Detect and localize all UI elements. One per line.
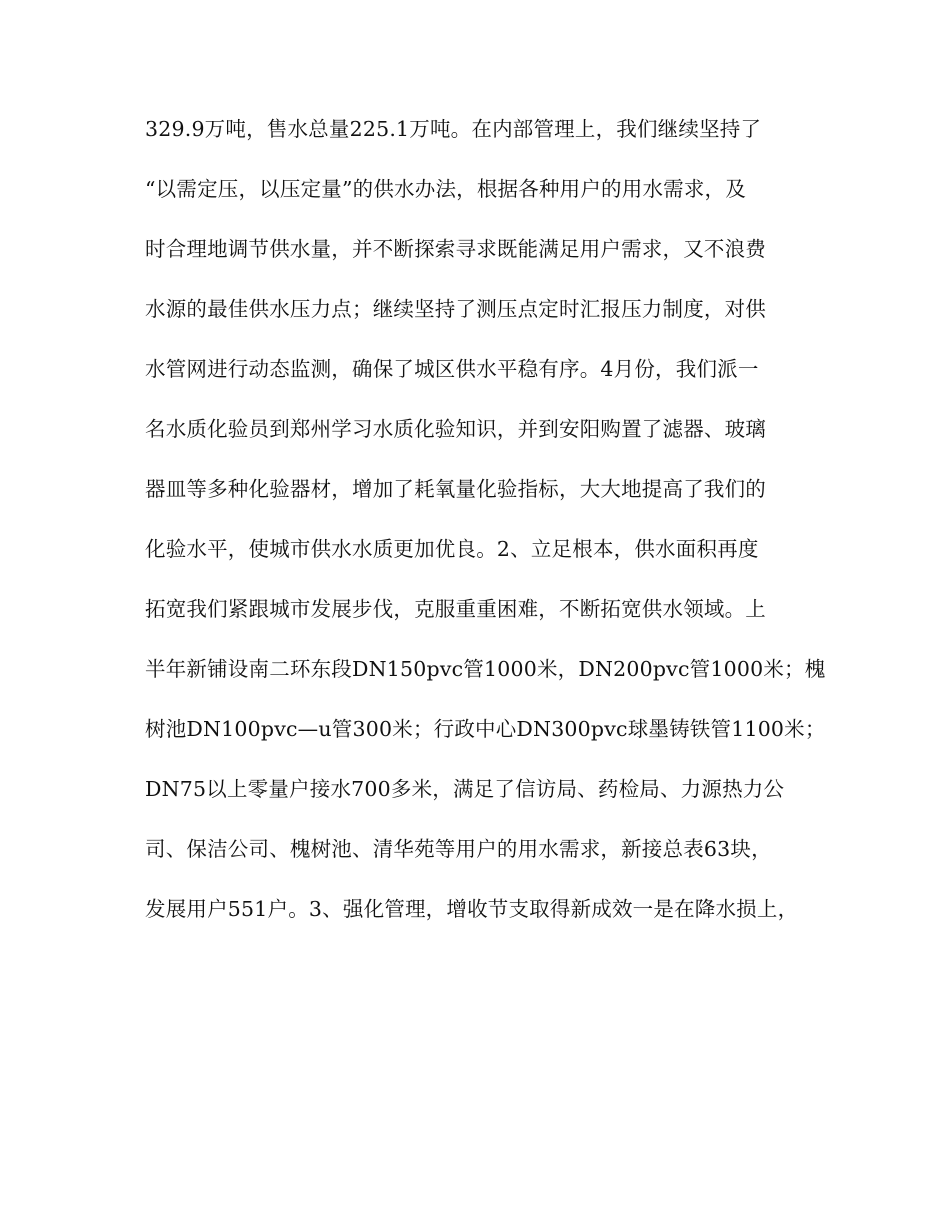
text-line-10: 半年新铺设南二环东段DN150pvc管1000米，DN200pvc管1000米；槐 <box>145 657 826 681</box>
text-line-9: 拓宽我们紧跟城市发展步伐，克服重重困难，不断拓宽供水领域。上 <box>145 597 766 621</box>
text-line-4: 水源的最佳供水压力点；继续坚持了测压点定时汇报压力制度，对供 <box>145 297 766 321</box>
document-body-text <box>145 117 845 939</box>
text-line-12: DN75以上零量户接水700多米，满足了信访局、药检局、力源热力公 <box>145 777 785 801</box>
text-line-13: 司、保洁公司、槐树池、清华苑等用户的用水需求，新接总表63块， <box>145 837 772 861</box>
text-line-6: 名水质化验员到郑州学习水质化验知识，并到安阳购置了滤器、玻璃 <box>145 417 766 441</box>
text-line-7: 器皿等多种化验器材，增加了耗氧量化验指标，大大地提高了我们的 <box>145 477 766 501</box>
text-line-8: 化验水平，使城市供水水质更加优良。2、立足根本，供水面积再度 <box>145 537 759 561</box>
text-line-11: 树池DN100pvc—u管300米；行政中心DN300pvc球墨铸铁管1100米； <box>145 717 826 741</box>
text-line-3: 时合理地调节供水量，并不断探索寻求既能满足用户需求，又不浪费 <box>145 237 766 261</box>
text-line-1: 329.9万吨，售水总量225.1万吨。在内部管理上，我们继续坚持了 <box>145 117 762 141</box>
text-line-14: 发展用户551户。3、强化管理，增收节支取得新成效一是在降水损上， <box>145 897 799 921</box>
text-line-5: 水管网进行动态监测，确保了城区供水平稳有序。4月份，我们派一 <box>145 357 759 381</box>
text-line-2: “以需定压，以压定量”的供水办法，根据各种用户的用水需求，及 <box>145 177 746 201</box>
